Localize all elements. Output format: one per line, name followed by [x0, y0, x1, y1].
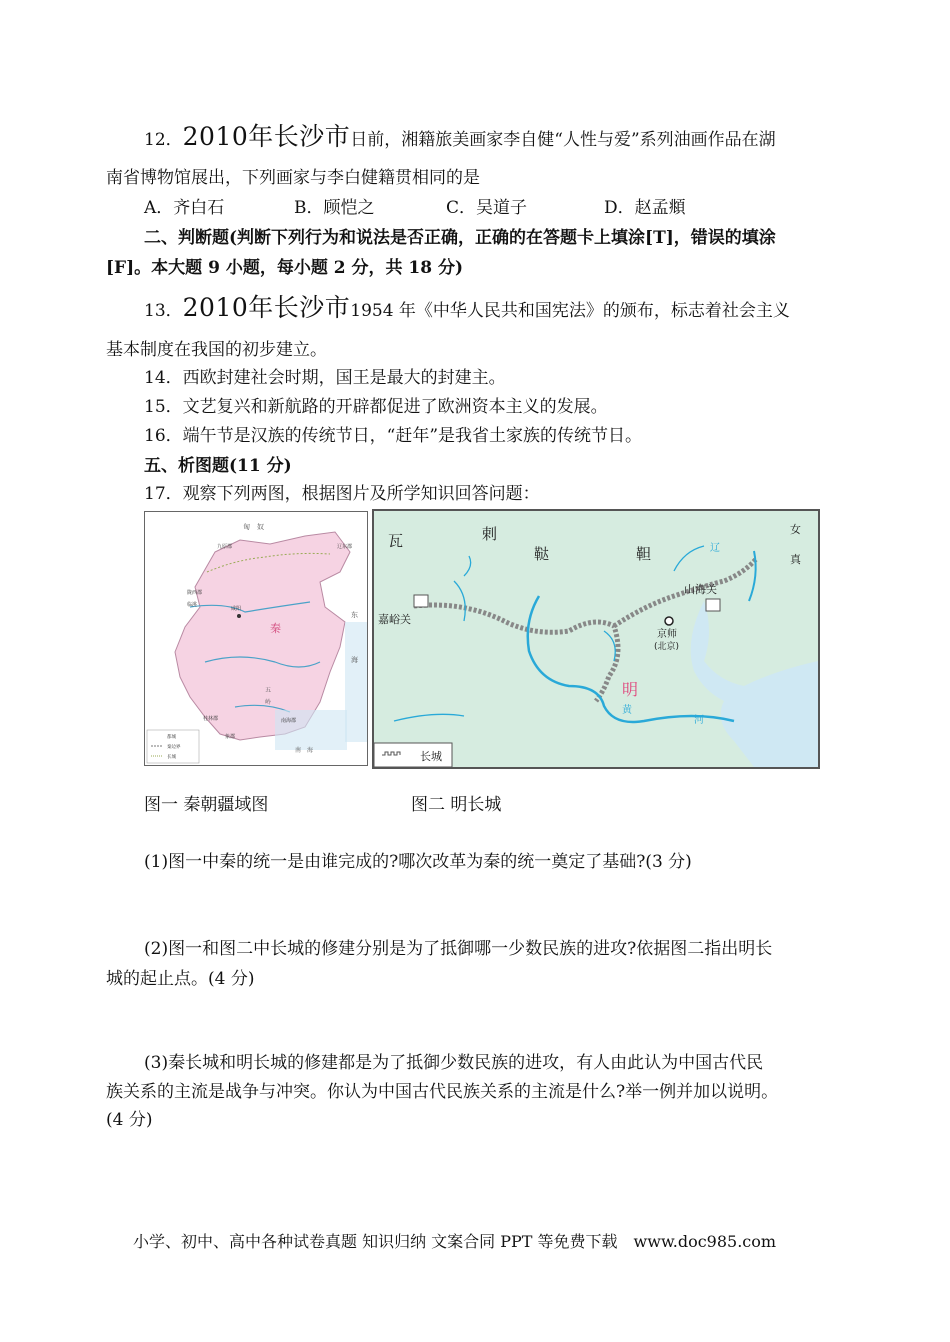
- section5-title: 五、析图题(11 分): [144, 456, 292, 476]
- map1-label-southsea: 南 海: [295, 747, 314, 754]
- map2-label-liao: 辽: [710, 543, 720, 554]
- map1-label-city5: 辽东郡: [337, 544, 353, 550]
- legend-capital: 都城: [167, 735, 176, 740]
- map2-label-huang: 黄: [622, 705, 632, 716]
- q13-text1: 1954 年《中华人民共和国宪法》的颁布，标志着社会主义: [350, 301, 790, 321]
- option-d[interactable]: D．赵孟頫: [604, 198, 686, 218]
- map2-legend: 长城: [420, 750, 442, 763]
- option-b[interactable]: B．顾恺之: [294, 198, 375, 218]
- map1-label-east: 东: [351, 611, 358, 619]
- map2-label-dan: 靼: [636, 545, 652, 563]
- page-footer: 小学、初中、高中各种试卷真题 知识归纳 文案合同 PPT 等免费下载 www.doc985.com: [133, 1232, 777, 1251]
- map-qin: [144, 511, 368, 766]
- map2-label-he: 河: [694, 715, 704, 726]
- q17-sub2-line2: 城的起止点。(4 分): [106, 969, 255, 989]
- legend-wall: 长城: [167, 755, 176, 760]
- map1-label-city1: 九原郡: [217, 544, 233, 550]
- map2-label-da: 鞑: [534, 545, 550, 563]
- map2-label-ming: 明: [622, 680, 639, 699]
- q17-sub3-line1: (3)秦长城和明长城的修建都是为了抵御少数民族的进攻，有人由此认为中国古代民: [144, 1053, 764, 1073]
- q12-stamp: 2010年长沙市: [182, 122, 351, 151]
- capital-icon: [665, 617, 673, 625]
- q17-sub2-line1: (2)图一和图二中长城的修建分别是为了抵御哪一少数民族的进攻?依据图二指出明长: [144, 939, 773, 959]
- map2-label-jyg: 嘉峪关: [378, 613, 411, 626]
- q13-line1: [144, 293, 790, 323]
- map2-label-wa: 瓦: [388, 532, 404, 550]
- q13-number: 13．: [144, 301, 183, 321]
- option-a[interactable]: A．齐白石: [144, 198, 225, 218]
- q12-line2: 南省博物馆展出，下列画家与李白健籍贯相同的是: [106, 168, 480, 188]
- map-ming-svg: [374, 511, 818, 767]
- map1-label-city4: 临洮: [187, 602, 198, 608]
- map-ming: [372, 509, 820, 769]
- q13-stamp: 2010年长沙市: [182, 293, 351, 322]
- q17-sub3-line3: (4 分): [106, 1110, 153, 1130]
- map1-label-city7: 南海郡: [281, 718, 297, 724]
- legend-border: 秦边界: [167, 745, 181, 750]
- map-qin-svg: [145, 512, 367, 765]
- map2-label-capital: 京师: [657, 629, 677, 640]
- map1-label-state: 秦: [270, 622, 281, 635]
- jiayuguan-icon: [414, 595, 428, 607]
- q17-sub3-line2: 族关系的主流是战争与冲突。你认为中国古代民族关系的主流是什么?举一例并加以说明。: [106, 1082, 779, 1102]
- map1-label-city6: 桂林郡: [203, 716, 219, 722]
- map2-label-capital-sub: (北京): [654, 642, 680, 652]
- q12-line1: [144, 122, 776, 152]
- map1-label-city3: 陇西郡: [187, 590, 203, 596]
- statement-16: 16．端午节是汉族的传统节日，“赶年”是我省土家族的传统节日。: [144, 426, 643, 446]
- q17-sub1: (1)图一中秦的统一是由谁完成的?哪次改革为秦的统一奠定了基础?(3 分): [144, 852, 692, 872]
- map1-label-sea: 海: [351, 656, 358, 664]
- legend-wall-icon: [382, 752, 400, 755]
- map2-label-nv: 女: [790, 523, 801, 536]
- option-c[interactable]: C．吴道子: [446, 198, 528, 218]
- q17-intro: 17．观察下列两图，根据图片及所学知识回答问题：: [144, 484, 540, 504]
- map2-label-shg: 山海关: [684, 583, 717, 596]
- map2-caption: 图二 明长城: [411, 795, 502, 815]
- shanhaiguan-icon: [706, 599, 720, 611]
- map1-label-north: 匈 奴: [243, 523, 264, 531]
- map1-label-city8: 象郡: [225, 734, 236, 740]
- map1-caption: 图一 秦朝疆域图: [144, 795, 269, 815]
- q13-line2: 基本制度在我国的初步建立。: [106, 340, 327, 360]
- map2-label-la: 剌: [482, 525, 498, 543]
- statement-14: 14．西欧封建社会时期，国王是最大的封建主。: [144, 368, 506, 388]
- q12-number: 12．: [144, 130, 183, 150]
- map2-label-zhen: 真: [790, 553, 801, 566]
- map1-label-river: 五: [265, 687, 272, 694]
- capital-dot: [237, 614, 241, 618]
- map1-label-ridge: 岭: [265, 699, 272, 706]
- statement-15: 15．文艺复兴和新航路的开辟都促进了欧洲资本主义的发展。: [144, 397, 608, 417]
- section2-heading-line2: [F]。本大题 9 小题，每小题 2 分，共 18 分): [106, 258, 464, 278]
- q12-text1: 日前，湘籍旅美画家李自健“人性与爱”系列油画作品在湖: [350, 130, 776, 150]
- map1-label-city2: 咸阳: [231, 606, 242, 612]
- section2-heading-line1: 二、判断题(判断下列行为和说法是否正确，正确的在答题卡上填涂[T]，错误的填涂: [144, 228, 776, 248]
